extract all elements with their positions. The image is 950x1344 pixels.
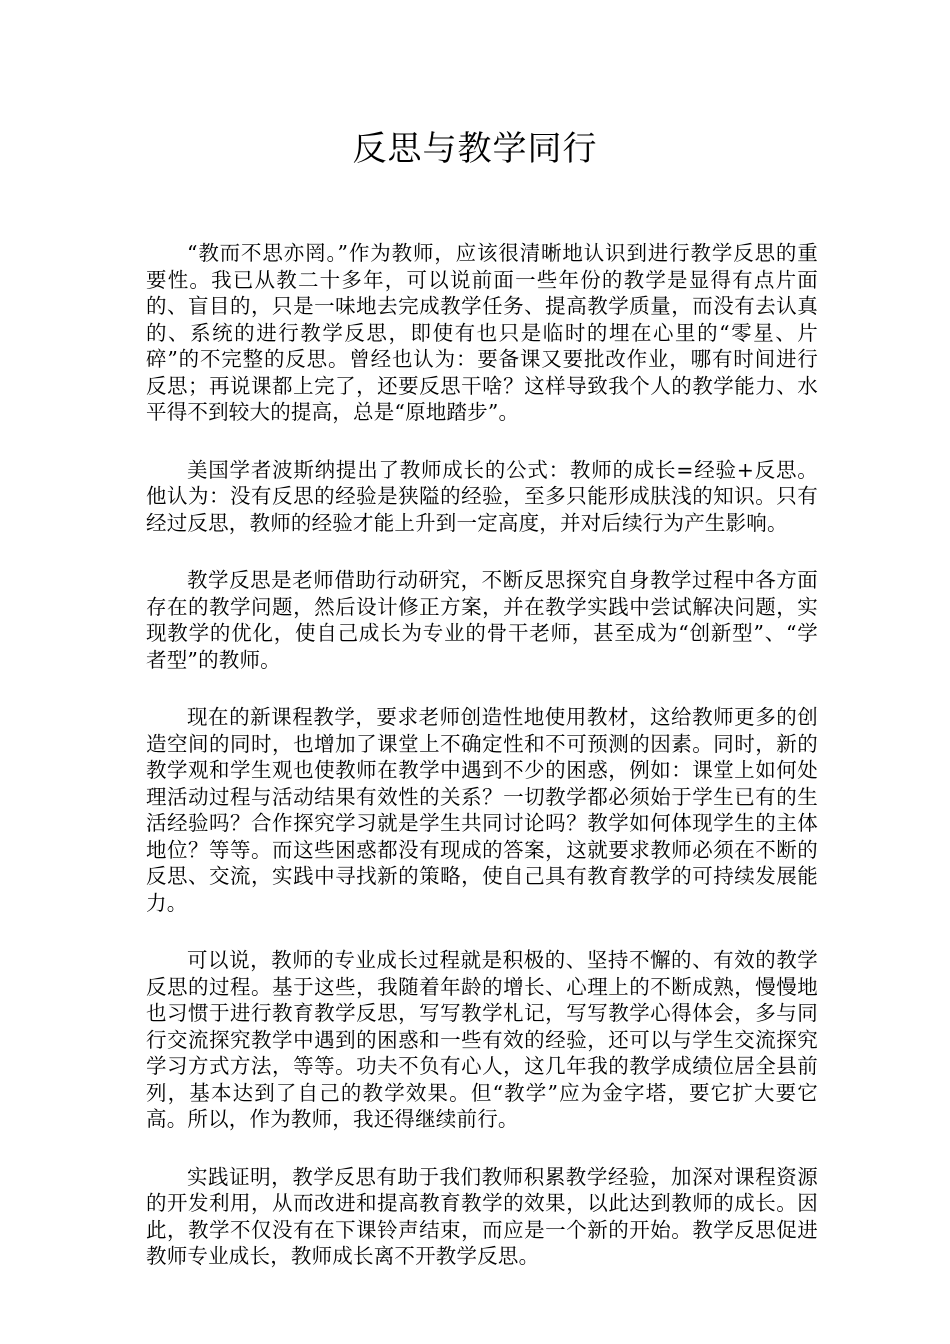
document-body <box>146 240 818 1301</box>
document-title: 反思与教学同行 <box>352 129 598 169</box>
paragraph-3: 教学反思是老师借助行动研究，不断反思探究自身教学过程中各方面存在的教学问题，然后设计修正方案，并在教学实践中尝试解决问题，实现教学的优化，使自己成长为专业的骨干老师，甚至成为“创新型”、“学者型”的教师。 <box>146 568 818 672</box>
paragraph-5: 可以说，教师的专业成长过程就是积极的、坚持不懈的、有效的教学反思的过程。基于这些，我随着年龄的增长、心理上的不断成熟，慢慢地也习惯于进行教育教学反思，写写教学札记，写写教学心得体会，多与同行交流探究教学中遇到的困惑和一些有效的经验，还可以与学生交流探究学习方式方法，等等。功夫不负有心人，这几年我的教学成绩位居全县前列，基本达到了自己的教学效果。但“教学”应为金字塔，要它扩大要它高。所以，作为教师，我还得继续前行。 <box>146 948 818 1131</box>
paragraph-4: 现在的新课程教学，要求老师创造性地使用教材，这给教师更多的创造空间的同时，也增加了课堂上不确定性和不可预测的因素。同时，新的教学观和学生观也使教师在教学中遇到不少的困惑，例如：课堂上如何处理活动过程与活动结果有效性的关系？一切教学都必须始于学生已有的生活经验吗？合作探究学习就是学生共同讨论吗？教学如何体现学生的主体地位？等等。而这些困惑都没有现成的答案，这就要求教师必须在不断的反思、交流，实践中寻找新的策略，使自己具有教育教学的可持续发展能力。 <box>146 705 818 915</box>
paragraph-2: 美国学者波斯纳提出了教师成长的公式：教师的成长=经验+反思。他认为：没有反思的经验是狭隘的经验，至多只能形成肤浅的知识。只有经过反思，教师的经验才能上升到一定高度，并对后续行为产生影响。 <box>146 457 818 535</box>
paragraph-6: 实践证明，教学反思有助于我们教师积累教学经验，加深对课程资源的开发利用，从而改进和提高教育教学的效果，以此达到教师的成长。因此，教学不仅没有在下课铃声结束，而应是一个新的开始。教学反思促进教师专业成长，教师成长离不开教学反思。 <box>146 1164 818 1268</box>
paragraph-1: “教而不思亦罔。”作为教师，应该很清晰地认识到进行教学反思的重要性。我已从教二十多年，可以说前面一些年份的教学是显得有点片面的、盲目的，只是一味地去完成教学任务、提高教学质量，而没有去认真的、系统的进行教学反思，即使有也只是临时的埋在心里的“零星、片碎”的不完整的反思。曾经也认为：要备课又要批改作业，哪有时间进行反思；再说课都上完了，还要反思干啥？这样导致我个人的教学能力、水平得不到较大的提高，总是“原地踏步”。 <box>146 241 818 424</box>
